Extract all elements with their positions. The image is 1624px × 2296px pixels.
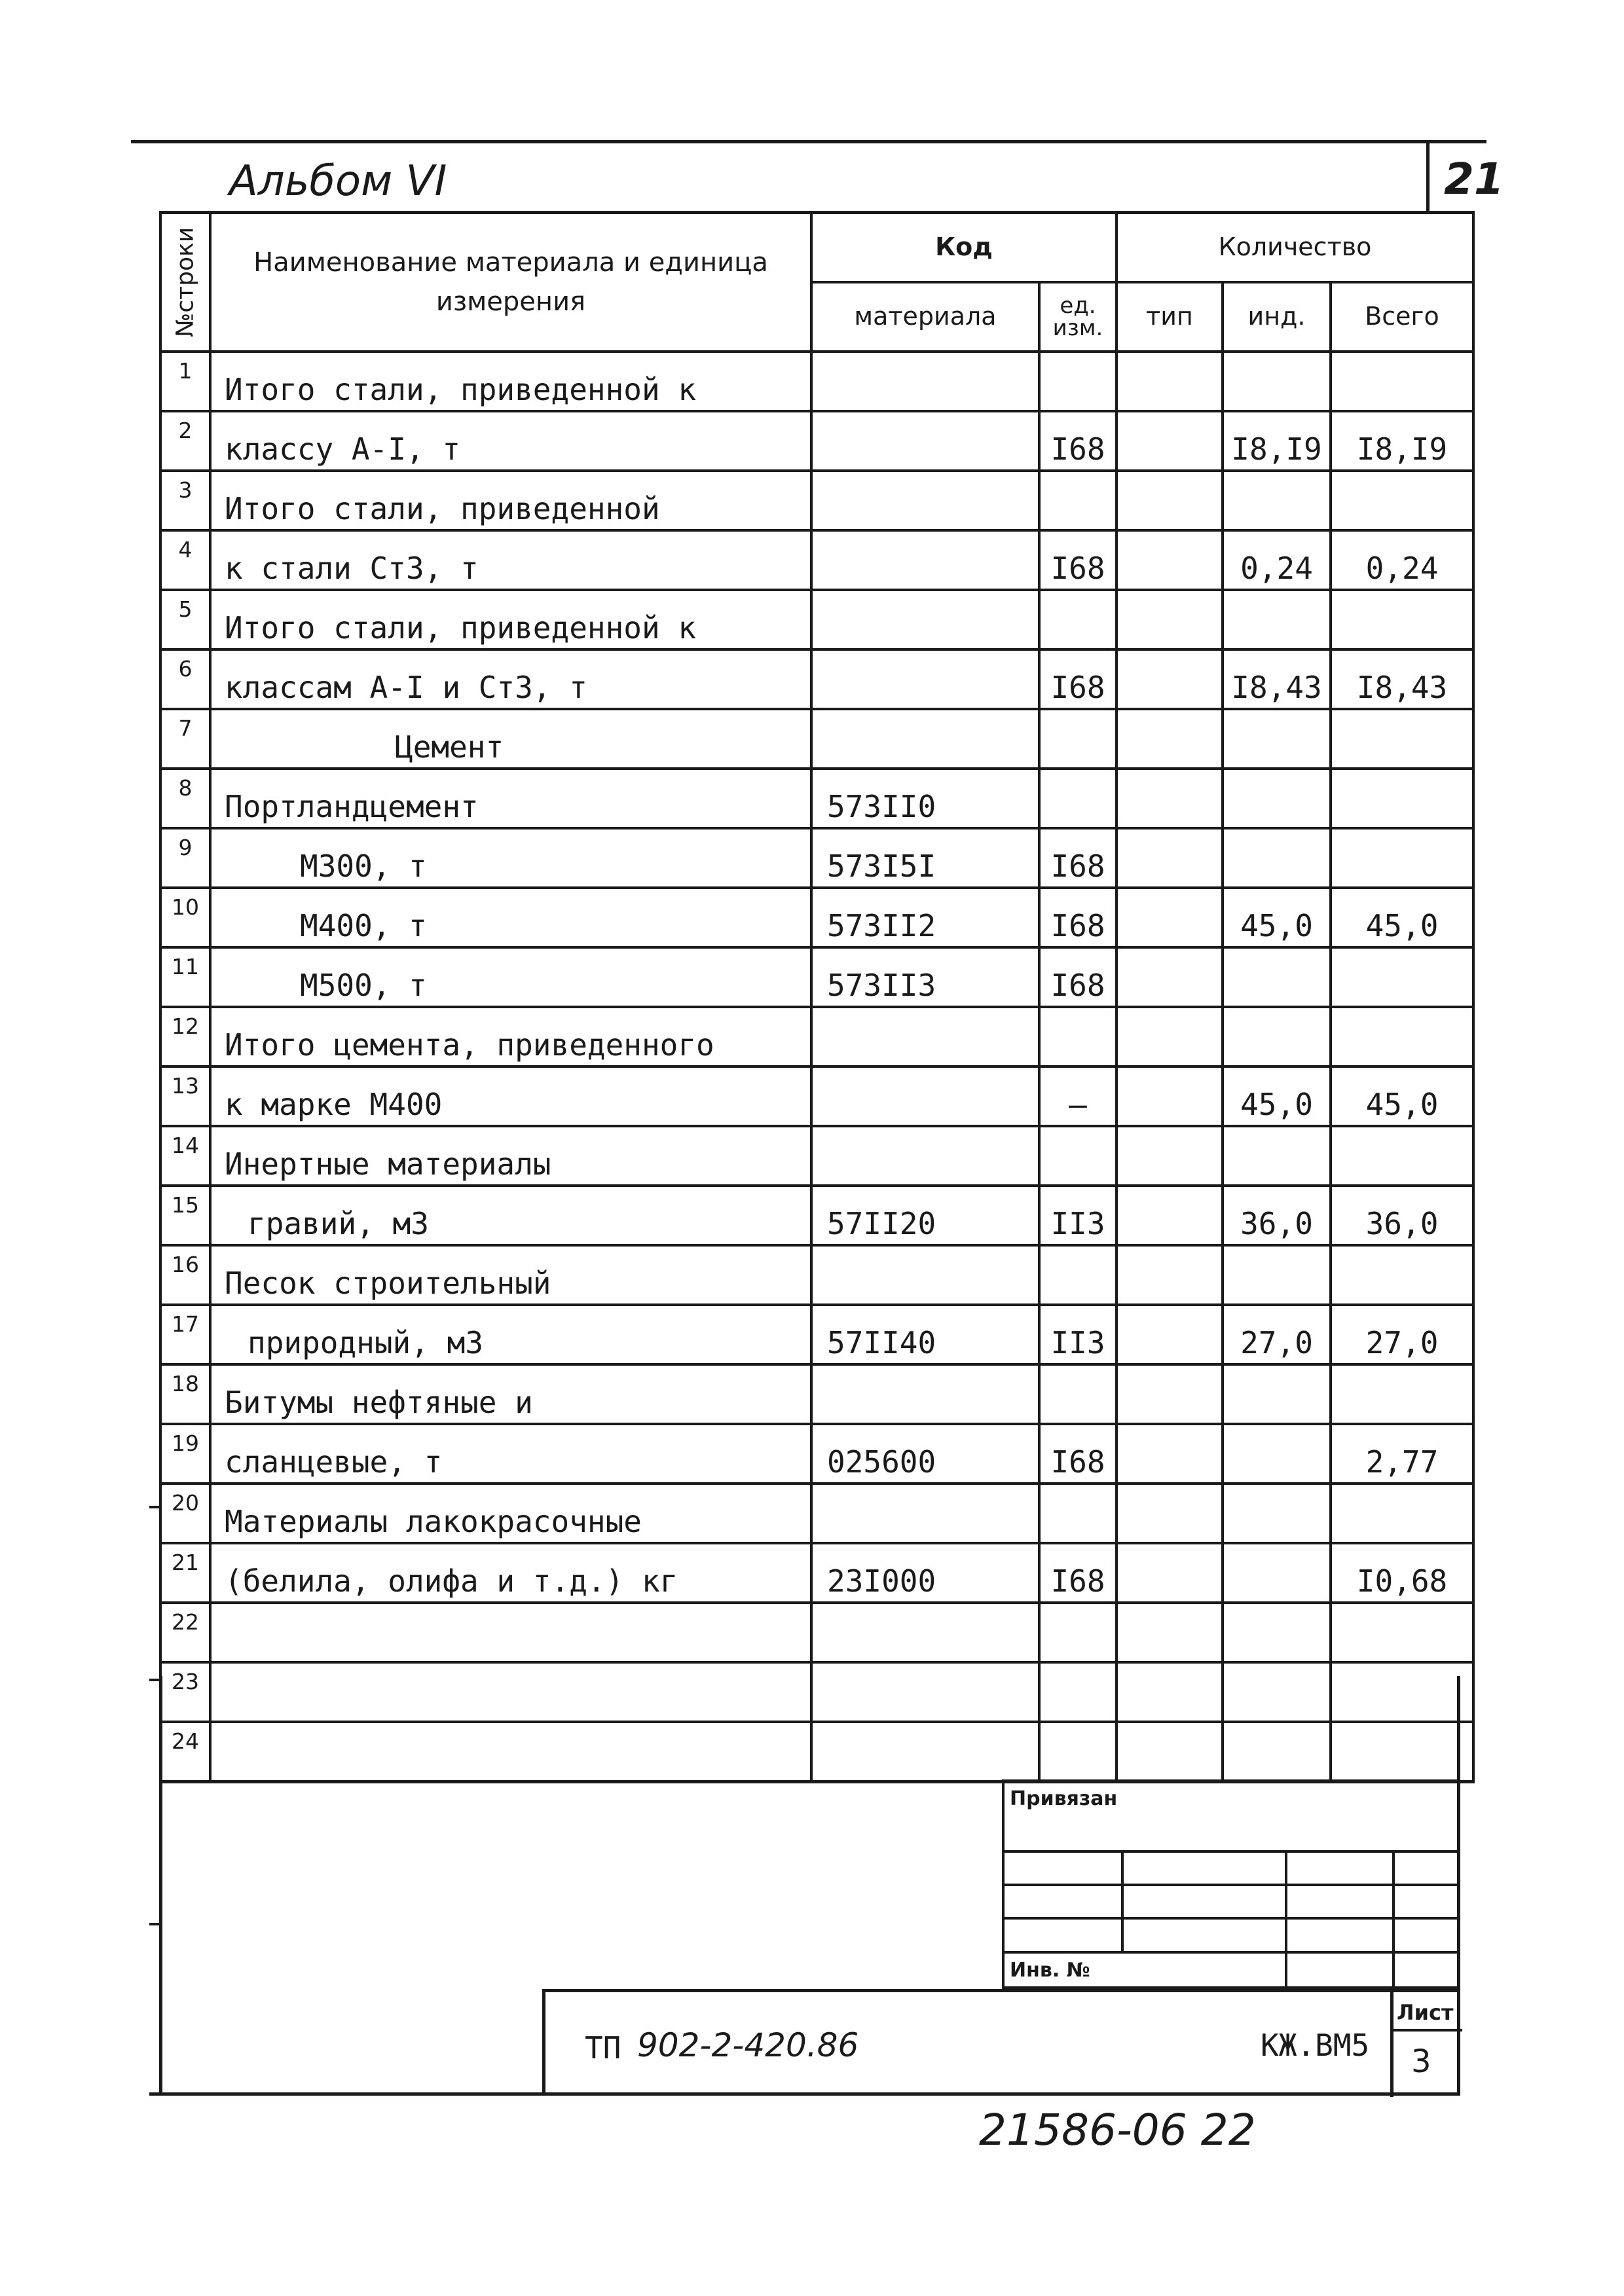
unit-code-cell <box>1039 590 1116 649</box>
material-code-cell <box>811 1364 1039 1424</box>
material-code-cell <box>811 1662 1039 1722</box>
stamp-line-4 <box>1005 1951 1458 1954</box>
qty-ind-cell: 45,0 <box>1223 1066 1331 1126</box>
qty-ind-cell: I8,43 <box>1223 649 1331 709</box>
row-number-cell: 15 <box>160 1186 210 1245</box>
qty-type-cell <box>1116 1543 1223 1603</box>
qty-ind-cell <box>1223 1126 1331 1186</box>
unit-code-cell: I68 <box>1039 888 1116 947</box>
row-number-cell: 6 <box>160 649 210 709</box>
qty-type-cell <box>1116 888 1223 947</box>
qty-total-cell <box>1331 1722 1473 1782</box>
qty-type-cell <box>1116 828 1223 888</box>
project-prefix: ТП <box>585 2030 621 2066</box>
material-code-cell <box>811 590 1039 649</box>
material-code-cell <box>811 1066 1039 1126</box>
material-code-cell: 573II2 <box>811 888 1039 947</box>
row-number-cell: 7 <box>160 709 210 769</box>
sheet-number: 3 <box>1411 2043 1431 2080</box>
material-name-cell: М400, т <box>210 888 811 947</box>
row-number-cell: 1 <box>160 352 210 411</box>
qty-ind-cell <box>1223 947 1331 1007</box>
unit-code-cell <box>1039 1126 1116 1186</box>
qty-type-cell <box>1116 530 1223 590</box>
unit-code-cell: I68 <box>1039 411 1116 471</box>
row-number-cell: 16 <box>160 1245 210 1305</box>
material-code-cell: 573II0 <box>811 769 1039 828</box>
material-code-cell <box>811 1484 1039 1543</box>
qty-ind-cell <box>1223 1007 1331 1066</box>
material-code-cell: 573I5I <box>811 828 1039 888</box>
qty-type-cell <box>1116 1186 1223 1245</box>
qty-total-cell <box>1331 709 1473 769</box>
material-name-cell: к стали Ст3, т <box>210 530 811 590</box>
unit-code-cell <box>1039 352 1116 411</box>
unit-code-cell: II3 <box>1039 1305 1116 1364</box>
qty-total-cell <box>1331 590 1473 649</box>
table-row <box>160 828 1473 888</box>
inv-number-label: Инв. № <box>1010 1959 1090 1982</box>
material-name-cell: Цемент <box>210 709 811 769</box>
qty-ind-cell <box>1223 1603 1331 1662</box>
qty-total-cell <box>1331 352 1473 411</box>
table-row <box>160 1603 1473 1662</box>
unit-code-cell: II3 <box>1039 1186 1116 1245</box>
table-row <box>160 1126 1473 1186</box>
qty-total-cell: 2,77 <box>1331 1424 1473 1484</box>
materials-table-body <box>160 352 1473 1782</box>
unit-code-cell <box>1039 1603 1116 1662</box>
qty-ind-cell <box>1223 1424 1331 1484</box>
material-name-cell: природный, м3 <box>210 1305 811 1364</box>
sheet-label: Лист <box>1397 2000 1454 2025</box>
material-name-cell: Песок строительный <box>210 1245 811 1305</box>
material-name-cell: М500, т <box>210 947 811 1007</box>
material-name-cell: М300, т <box>210 828 811 888</box>
qty-type-cell <box>1116 769 1223 828</box>
material-code-cell: 57II20 <box>811 1186 1039 1245</box>
qty-ind-cell <box>1223 1722 1331 1782</box>
row-number-cell: 20 <box>160 1484 210 1543</box>
table-row <box>160 649 1473 709</box>
project-code: 902-2-420.86 <box>637 2026 859 2064</box>
table-row <box>160 1007 1473 1066</box>
quantity-header: Количество <box>1116 213 1473 282</box>
qty-total-cell: 45,0 <box>1331 888 1473 947</box>
sheet-label-underline <box>1390 2029 1462 2032</box>
unit-code-cell <box>1039 1364 1116 1424</box>
row-number-cell: 4 <box>160 530 210 590</box>
qty-ind-cell: 36,0 <box>1223 1186 1331 1245</box>
qty-ind-cell <box>1223 1543 1331 1603</box>
qty-total-header: Всего <box>1331 282 1473 352</box>
qty-total-cell <box>1331 769 1473 828</box>
material-code-cell <box>811 709 1039 769</box>
qty-ind-cell <box>1223 590 1331 649</box>
qty-total-cell <box>1331 1662 1473 1722</box>
qty-type-cell <box>1116 709 1223 769</box>
table-row <box>160 471 1473 530</box>
table-row <box>160 1066 1473 1126</box>
qty-type-cell <box>1116 1484 1223 1543</box>
qty-type-cell <box>1116 411 1223 471</box>
row-number-cell: 3 <box>160 471 210 530</box>
row-number-cell: 21 <box>160 1543 210 1603</box>
unit-code-cell <box>1039 1722 1116 1782</box>
material-name-cell: гравий, м3 <box>210 1186 811 1245</box>
stamp-line-3 <box>1005 1917 1458 1920</box>
material-name-cell <box>210 1662 811 1722</box>
table-row <box>160 1364 1473 1424</box>
material-code-cell <box>811 411 1039 471</box>
qty-total-cell <box>1331 1364 1473 1424</box>
qty-type-cell <box>1116 590 1223 649</box>
stamp-line-1 <box>1005 1850 1458 1853</box>
stamp-line-2 <box>1005 1884 1458 1886</box>
qty-type-cell <box>1116 1126 1223 1186</box>
qty-ind-cell <box>1223 1364 1331 1424</box>
unit-code-cell: I68 <box>1039 530 1116 590</box>
material-name-cell: Итого цемента, приведенного <box>210 1007 811 1066</box>
qty-type-cell <box>1116 1066 1223 1126</box>
material-name-cell <box>210 1603 811 1662</box>
row-number-cell: 9 <box>160 828 210 888</box>
qty-type-cell <box>1116 1662 1223 1722</box>
material-name-cell: Итого стали, приведенной <box>210 471 811 530</box>
material-code-cell: 025600 <box>811 1424 1039 1484</box>
qty-total-cell: 45,0 <box>1331 1066 1473 1126</box>
material-code-cell <box>811 1722 1039 1782</box>
qty-total-cell <box>1331 471 1473 530</box>
table-row <box>160 888 1473 947</box>
qty-total-cell: 36,0 <box>1331 1186 1473 1245</box>
material-code-cell <box>811 1245 1039 1305</box>
unit-code-cell: I68 <box>1039 1424 1116 1484</box>
qty-total-cell <box>1331 1126 1473 1186</box>
qty-total-cell <box>1331 1007 1473 1066</box>
unit-code-cell: – <box>1039 1066 1116 1126</box>
row-number-cell: 17 <box>160 1305 210 1364</box>
qty-type-cell <box>1116 1424 1223 1484</box>
material-name-cell: Инертные материалы <box>210 1126 811 1186</box>
qty-ind-cell: 27,0 <box>1223 1305 1331 1364</box>
qty-ind-header: инд. <box>1223 282 1331 352</box>
material-code-cell <box>811 1007 1039 1066</box>
qty-ind-cell <box>1223 471 1331 530</box>
table-row <box>160 1186 1473 1245</box>
row-number-cell: 12 <box>160 1007 210 1066</box>
page-number-divider <box>1426 140 1430 212</box>
material-code-cell: 57II40 <box>811 1305 1039 1364</box>
unit-code-cell: I68 <box>1039 1543 1116 1603</box>
qty-ind-cell <box>1223 769 1331 828</box>
material-name-cell: (белила, олифа и т.д.) кг <box>210 1543 811 1603</box>
margin-tick-3 <box>149 1923 161 1925</box>
name-header: Наименование материала и единица измерения <box>210 213 811 352</box>
row-number-cell: 14 <box>160 1126 210 1186</box>
materials-table <box>159 211 1475 1783</box>
qty-total-cell <box>1331 947 1473 1007</box>
table-row <box>160 769 1473 828</box>
material-name-cell: Материалы лакокрасочные <box>210 1484 811 1543</box>
qty-total-cell <box>1331 1245 1473 1305</box>
row-number-cell: 10 <box>160 888 210 947</box>
material-name-cell: классам А-I и Ст3, т <box>210 649 811 709</box>
table-row <box>160 1305 1473 1364</box>
qty-total-cell: I8,43 <box>1331 649 1473 709</box>
qty-type-cell <box>1116 1007 1223 1066</box>
material-name-cell: Портландцемент <box>210 769 811 828</box>
table-row <box>160 411 1473 471</box>
unit-code-cell <box>1039 1007 1116 1066</box>
material-name-cell: Битумы нефтяные и <box>210 1364 811 1424</box>
row-number-cell: 19 <box>160 1424 210 1484</box>
qty-ind-cell <box>1223 1245 1331 1305</box>
material-name-cell: классу А-I, т <box>210 411 811 471</box>
table-row <box>160 1722 1473 1782</box>
sheet-divider <box>1390 1992 1393 2097</box>
qty-ind-cell <box>1223 828 1331 888</box>
material-name-cell: к марке М400 <box>210 1066 811 1126</box>
table-row <box>160 1484 1473 1543</box>
material-code-cell: 573II3 <box>811 947 1039 1007</box>
row-number-cell: 22 <box>160 1603 210 1662</box>
material-code-cell <box>811 471 1039 530</box>
row-number-cell: 18 <box>160 1364 210 1424</box>
table-row <box>160 1662 1473 1722</box>
row-number-cell: 24 <box>160 1722 210 1782</box>
row-number-cell: 8 <box>160 769 210 828</box>
margin-tick-1 <box>149 1506 161 1508</box>
qty-total-cell <box>1331 1484 1473 1543</box>
qty-type-cell <box>1116 1364 1223 1424</box>
document-mark: КЖ.ВМ5 <box>1261 2028 1370 2063</box>
material-code-cell <box>811 530 1039 590</box>
privyazan-label: Привязан <box>1010 1787 1118 1810</box>
unit-code-cell: I68 <box>1039 947 1116 1007</box>
material-code-cell <box>811 1126 1039 1186</box>
qty-type-cell <box>1116 352 1223 411</box>
qty-type-cell <box>1116 1603 1223 1662</box>
qty-total-cell <box>1331 1603 1473 1662</box>
unit-code-cell <box>1039 1662 1116 1722</box>
margin-tick-2 <box>149 1679 161 1681</box>
table-row <box>160 1424 1473 1484</box>
unit-code-cell <box>1039 709 1116 769</box>
row-number-cell: 2 <box>160 411 210 471</box>
unit-code-cell: I68 <box>1039 649 1116 709</box>
title-block <box>542 1989 1460 2095</box>
unit-code-cell <box>1039 471 1116 530</box>
table-row <box>160 352 1473 411</box>
qty-type-cell <box>1116 1245 1223 1305</box>
code-unit-header: ед. изм. <box>1039 282 1116 352</box>
code-material-header: материала <box>811 282 1039 352</box>
qty-ind-cell <box>1223 1662 1331 1722</box>
top-rule <box>131 140 1486 143</box>
table-row <box>160 709 1473 769</box>
table-row <box>160 530 1473 590</box>
album-label: Альбом VI <box>229 157 447 206</box>
code-header: Код <box>811 213 1116 282</box>
table-row <box>160 947 1473 1007</box>
qty-ind-cell: 0,24 <box>1223 530 1331 590</box>
qty-total-cell <box>1331 828 1473 888</box>
unit-code-cell <box>1039 1484 1116 1543</box>
table-row <box>160 590 1473 649</box>
qty-ind-cell <box>1223 1484 1331 1543</box>
stamp-col-2 <box>1285 1850 1287 1989</box>
unit-code-cell <box>1039 769 1116 828</box>
qty-total-cell: 27,0 <box>1331 1305 1473 1364</box>
row-number-cell: 11 <box>160 947 210 1007</box>
qty-type-cell <box>1116 1722 1223 1782</box>
unit-code-cell <box>1039 1245 1116 1305</box>
stamp-col-1 <box>1121 1850 1124 1951</box>
material-name-cell: сланцевые, т <box>210 1424 811 1484</box>
material-name-cell <box>210 1722 811 1782</box>
archive-number: 21586-06 22 <box>979 2105 1256 2155</box>
qty-total-cell: I8,I9 <box>1331 411 1473 471</box>
qty-total-cell: I0,68 <box>1331 1543 1473 1603</box>
qty-type-cell <box>1116 947 1223 1007</box>
qty-ind-cell: 45,0 <box>1223 888 1331 947</box>
row-number-cell: 13 <box>160 1066 210 1126</box>
page-number: 21 <box>1444 154 1504 204</box>
row-number-cell: 5 <box>160 590 210 649</box>
unit-code-cell: I68 <box>1039 828 1116 888</box>
table-row <box>160 1245 1473 1305</box>
material-code-cell <box>811 352 1039 411</box>
material-code-cell <box>811 1603 1039 1662</box>
qty-total-cell: 0,24 <box>1331 530 1473 590</box>
material-code-cell: 23I000 <box>811 1543 1039 1603</box>
qty-type-cell <box>1116 1305 1223 1364</box>
privyazan-stamp <box>1002 1779 1460 1989</box>
qty-type-cell <box>1116 471 1223 530</box>
qty-ind-cell <box>1223 709 1331 769</box>
stamp-col-3 <box>1392 1850 1395 1989</box>
row-number-header: №строки <box>160 213 210 352</box>
qty-ind-cell <box>1223 352 1331 411</box>
row-number-cell: 23 <box>160 1662 210 1722</box>
qty-type-cell <box>1116 649 1223 709</box>
material-name-cell: Итого стали, приведенной к <box>210 352 811 411</box>
qty-type-header: тип <box>1116 282 1223 352</box>
material-name-cell: Итого стали, приведенной к <box>210 590 811 649</box>
table-row <box>160 1543 1473 1603</box>
qty-ind-cell: I8,I9 <box>1223 411 1331 471</box>
material-code-cell <box>811 649 1039 709</box>
frame-left <box>159 1676 162 2095</box>
